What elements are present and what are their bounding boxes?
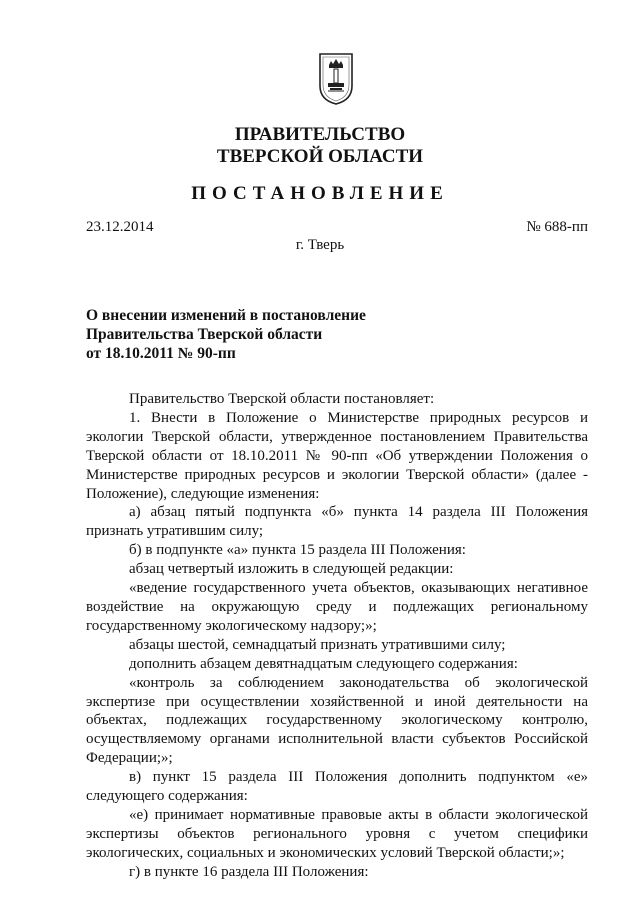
document-city: г. Тверь (295, 237, 345, 253)
paragraph: б) в подпункте «а» пункта 15 раздела III Положения: (129, 542, 466, 559)
document-number: № 688-пп (526, 219, 588, 235)
paragraph: абзацы шестой, семнадцатый признать утратившими силу; (129, 636, 506, 653)
subject-line-1: О внесении изменений в постановление (86, 307, 366, 324)
paragraph: г) в пункте 16 раздела III Положения: (129, 863, 369, 880)
org-name-line2: ТВЕРСКОЙ ОБЛАСТИ (216, 146, 424, 167)
paragraph: абзац четвертый изложить в следующей редакции: (129, 561, 454, 578)
org-name-line1: ПРАВИТЕЛЬСТВО (234, 124, 406, 145)
document-date: 23.12.2014 (86, 219, 154, 235)
paragraph: дополнить абзацем девятнадцатым следующего содержания: (129, 655, 518, 672)
document-subject (86, 306, 366, 363)
paragraph: 1. Внести в Положение о Министерстве природных ресурсов и экологии Тверской области, утвержденное постановлением Правительства Тверской области от 18.10.2011 № 90-пп «Об утверждении Положения о Министерстве природных ресурсов и экологии Тверской области» (далее - Положение), следующие изменения: (86, 409, 588, 502)
paragraph: в) пункт 15 раздела III Положения дополнить подпунктом «е» следующего содержания: (86, 769, 588, 805)
document-body (86, 390, 588, 882)
paragraph: «е) принимает нормативные правовые акты в области экологической экспертизы объектов регионального уровня с учетом специфики экологических, социальных и экономических условий Тверской области;»; (86, 806, 588, 861)
subject-line-2: Правительства Тверской области (86, 326, 323, 343)
document-type: ПОСТАНОВЛЕНИЕ (191, 183, 449, 204)
coat-of-arms-icon (317, 50, 355, 106)
subject-line-3: от 18.10.2011 № 90-пп (86, 345, 236, 362)
paragraph: «ведение государственного учета объектов, оказывающих негативное воздействие на окружающую среду и подлежащих региональному государственному экологическому надзору;»; (86, 580, 588, 634)
paragraph: а) абзац пятый подпункта «б» пункта 14 раздела III Положения признать утратившим силу; (86, 504, 588, 540)
paragraph: Правительство Тверской области постановляет: (129, 391, 435, 407)
paragraph: «контроль за соблюдением законодательства об экологической экспертизе при осуществлении хозяйственной и иной деятельности на объектах, подлежащих государственному экологическому контролю, осуществляемому органами исполнительной власти субъектов Российской Федерации;»; (86, 674, 588, 767)
